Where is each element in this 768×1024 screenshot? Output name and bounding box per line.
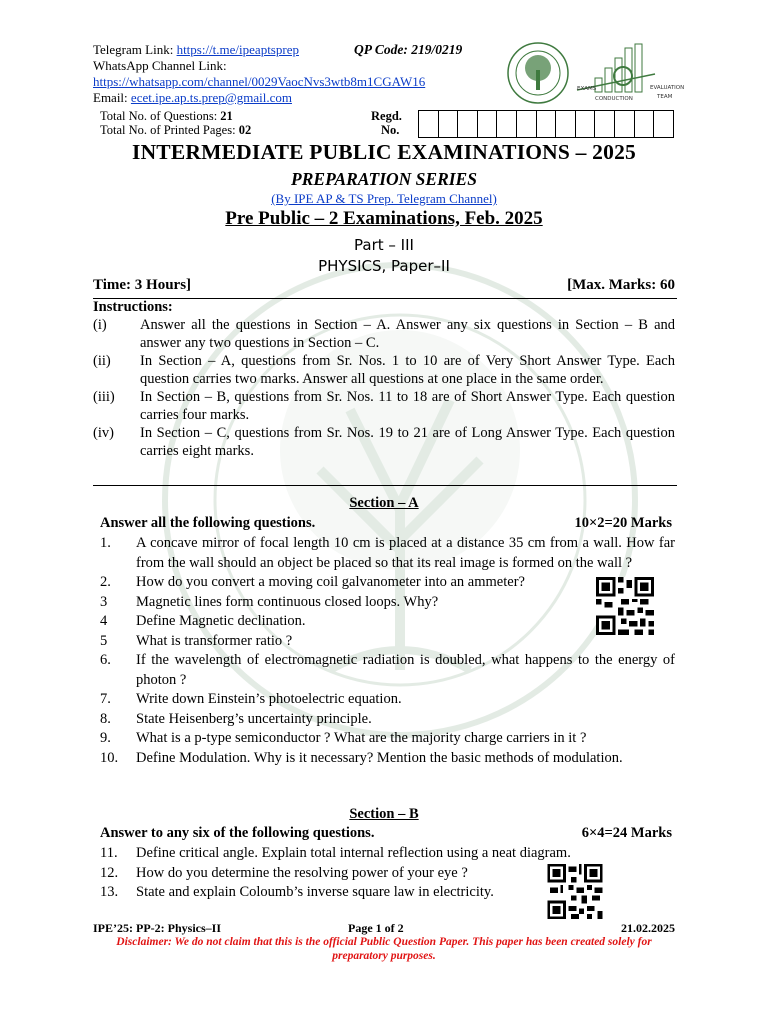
question-item xyxy=(100,729,675,749)
question-item-number: 1. xyxy=(100,535,111,551)
section-a-instruction-row xyxy=(100,515,672,532)
question-item-text: State Heisenberg’s uncertainty principle. xyxy=(136,710,372,727)
question-item xyxy=(100,749,675,769)
question-item xyxy=(100,690,675,710)
regd-no-boxes[interactable] xyxy=(418,110,673,138)
question-item-text: Write down Einstein’s photoelectric equation. xyxy=(136,691,402,707)
whatsapp-link[interactable]: https://whatsapp.com/channel/0029VaocNvs3wtb8m1CGAW16 xyxy=(93,74,426,89)
section-a-instruction: Answer all the following questions. xyxy=(100,515,316,531)
telegram-link[interactable]: https://t.me/ipeaptsprep xyxy=(176,42,299,57)
logo-text-3: CONDUCTION xyxy=(595,96,633,102)
max-marks: [Max. Marks: 60 xyxy=(567,277,675,293)
section-b-heading: Section – B xyxy=(349,806,419,822)
question-item-text: How do you convert a moving coil galvanometer into an ammeter? xyxy=(136,574,525,590)
question-item-text: What is a p-type semiconductor ? What are the majority charge carriers in it ? xyxy=(136,730,587,746)
question-item-text: State and explain Coloumb’s inverse square law in electricity. xyxy=(136,884,494,900)
qp-code: QP Code: 219/0219 xyxy=(354,42,463,57)
instruction-item-number: (iv) xyxy=(93,425,114,441)
instruction-item-text: In Section – A, questions from Sr. Nos. 1 to 10 are of Very Short Answer Type. Each question carries two marks. Answer all questions at one place in the same order. xyxy=(140,353,675,387)
logo-text-4: TEAM xyxy=(657,94,673,100)
email-link[interactable]: ecet.ipe.ap.ts.prep@gmail.com xyxy=(130,90,292,105)
question-item xyxy=(100,612,675,632)
question-item-text: How do you determine the resolving power of your eye ? xyxy=(136,864,468,881)
question-item-text: A concave mirror of focal length 10 cm is placed at a distance 35 cm from a wall. How far from the wall should an object be placed so that its real image is formed on the wall ? xyxy=(136,535,675,571)
instruction-item-number: (iii) xyxy=(93,389,115,405)
question-item-text: If the wavelength of electromagnetic radiation is doubled, what happens to the energy of photon ? xyxy=(136,652,675,688)
question-item-number: 7. xyxy=(100,691,111,707)
section-a-heading: Section – A xyxy=(349,495,419,511)
question-item-number: 11. xyxy=(100,845,118,861)
disclaimer: Disclaimer: We do not claim that this is the official Public Question Paper. This paper has been created solely for preparatory purposes. xyxy=(116,936,652,962)
time-allowed: Time: 3 Hours] xyxy=(93,277,192,293)
channel-credit: (By IPE AP & TS Prep. Telegram Channel) xyxy=(271,191,497,206)
telegram-label: Telegram Link: xyxy=(93,42,174,57)
section-a-marks: 10×2=20 Marks xyxy=(574,515,672,531)
subject-title: PHYSICS, Paper–II xyxy=(318,257,450,275)
instructions-heading: Instructions: xyxy=(93,299,173,315)
divider xyxy=(93,485,677,486)
paper-counts xyxy=(100,109,251,137)
questions-count: 21 xyxy=(220,109,233,123)
question-item xyxy=(100,710,675,730)
section-b-marks: 6×4=24 Marks xyxy=(581,825,672,841)
exam-title: Pre Public – 2 Examinations, Feb. 2025 xyxy=(225,208,543,229)
question-item xyxy=(100,844,675,864)
question-item-number: 13. xyxy=(100,884,119,900)
instruction-item xyxy=(93,424,675,460)
questions-count-label: Total No. of Questions: xyxy=(100,109,218,123)
section-b-instruction: Answer to any six of the following questions. xyxy=(100,825,375,841)
footer-date: 21.02.2025 xyxy=(621,921,675,935)
pages-count: 02 xyxy=(238,123,252,137)
instructions-list xyxy=(93,316,675,460)
qr-code-icon[interactable] xyxy=(594,577,656,635)
instruction-item-text: In Section – B, questions from Sr. Nos. 11 to 18 are of Short Answer Type. Each question carries four marks. xyxy=(140,389,675,423)
instruction-item-number: (i) xyxy=(93,317,107,333)
section-a-questions xyxy=(100,534,675,768)
question-item-number: 9. xyxy=(100,730,111,746)
instruction-item-number: (ii) xyxy=(93,353,111,369)
question-item xyxy=(100,534,675,573)
regd-no-label: Regd. No. xyxy=(371,109,402,137)
question-item-text: Define critical angle. Explain total internal reflection using a neat diagram. xyxy=(136,845,571,861)
question-item xyxy=(100,573,675,593)
instruction-item-text: In Section – C, questions from Sr. Nos. 19 to 21 are of Long Answer Type. Each question carries eight marks. xyxy=(140,425,675,459)
logo-text-1: EXAMS xyxy=(577,86,597,92)
whatsapp-label: WhatsApp Channel Link: xyxy=(93,58,227,73)
question-item-number: 5 xyxy=(100,632,108,649)
footer-page-number: Page 1 of 2 xyxy=(348,921,404,935)
question-item-text: What is transformer ratio ? xyxy=(136,632,293,649)
question-item-number: 6. xyxy=(100,652,111,668)
divider xyxy=(93,298,677,299)
main-title: INTERMEDIATE PUBLIC EXAMINATIONS – 2025 xyxy=(132,140,636,164)
question-item-text: Define Modulation. Why is it necessary? Mention the basic methods of modulation. xyxy=(136,749,623,766)
pages-count-label: Total No. of Printed Pages: xyxy=(100,123,236,137)
part-title: Part – III xyxy=(354,236,414,254)
instruction-item xyxy=(93,316,675,352)
email-label: Email: xyxy=(93,90,128,105)
qr-code-icon[interactable] xyxy=(546,864,604,919)
question-item xyxy=(100,651,675,690)
question-item xyxy=(100,593,675,613)
question-item-text: Magnetic lines form continuous closed loops. Why? xyxy=(136,593,439,610)
logo-text-2: EVALUATION xyxy=(650,85,685,91)
question-item-number: 3 xyxy=(100,593,108,610)
instruction-item xyxy=(93,352,675,388)
exam-team-logo-icon xyxy=(505,40,685,110)
question-item-number: 8. xyxy=(100,710,111,727)
question-item-number: 4 xyxy=(100,613,108,629)
instruction-item-text: Answer all the questions in Section – A. Answer any six questions in Section – B and answer any two questions in Section – C. xyxy=(140,317,675,351)
time-marks-row xyxy=(93,277,675,294)
question-item-text: Define Magnetic declination. xyxy=(136,613,306,629)
question-item-number: 12. xyxy=(100,864,119,881)
question-item xyxy=(100,632,675,652)
series-title: PREPARATION SERIES xyxy=(291,169,477,189)
footer-paper-code: IPE’25: PP-2: Physics–II xyxy=(93,921,221,935)
instruction-item xyxy=(93,388,675,424)
question-item-number: 2. xyxy=(100,574,111,590)
section-b-instruction-row xyxy=(100,825,672,842)
question-item-number: 10. xyxy=(100,749,119,766)
